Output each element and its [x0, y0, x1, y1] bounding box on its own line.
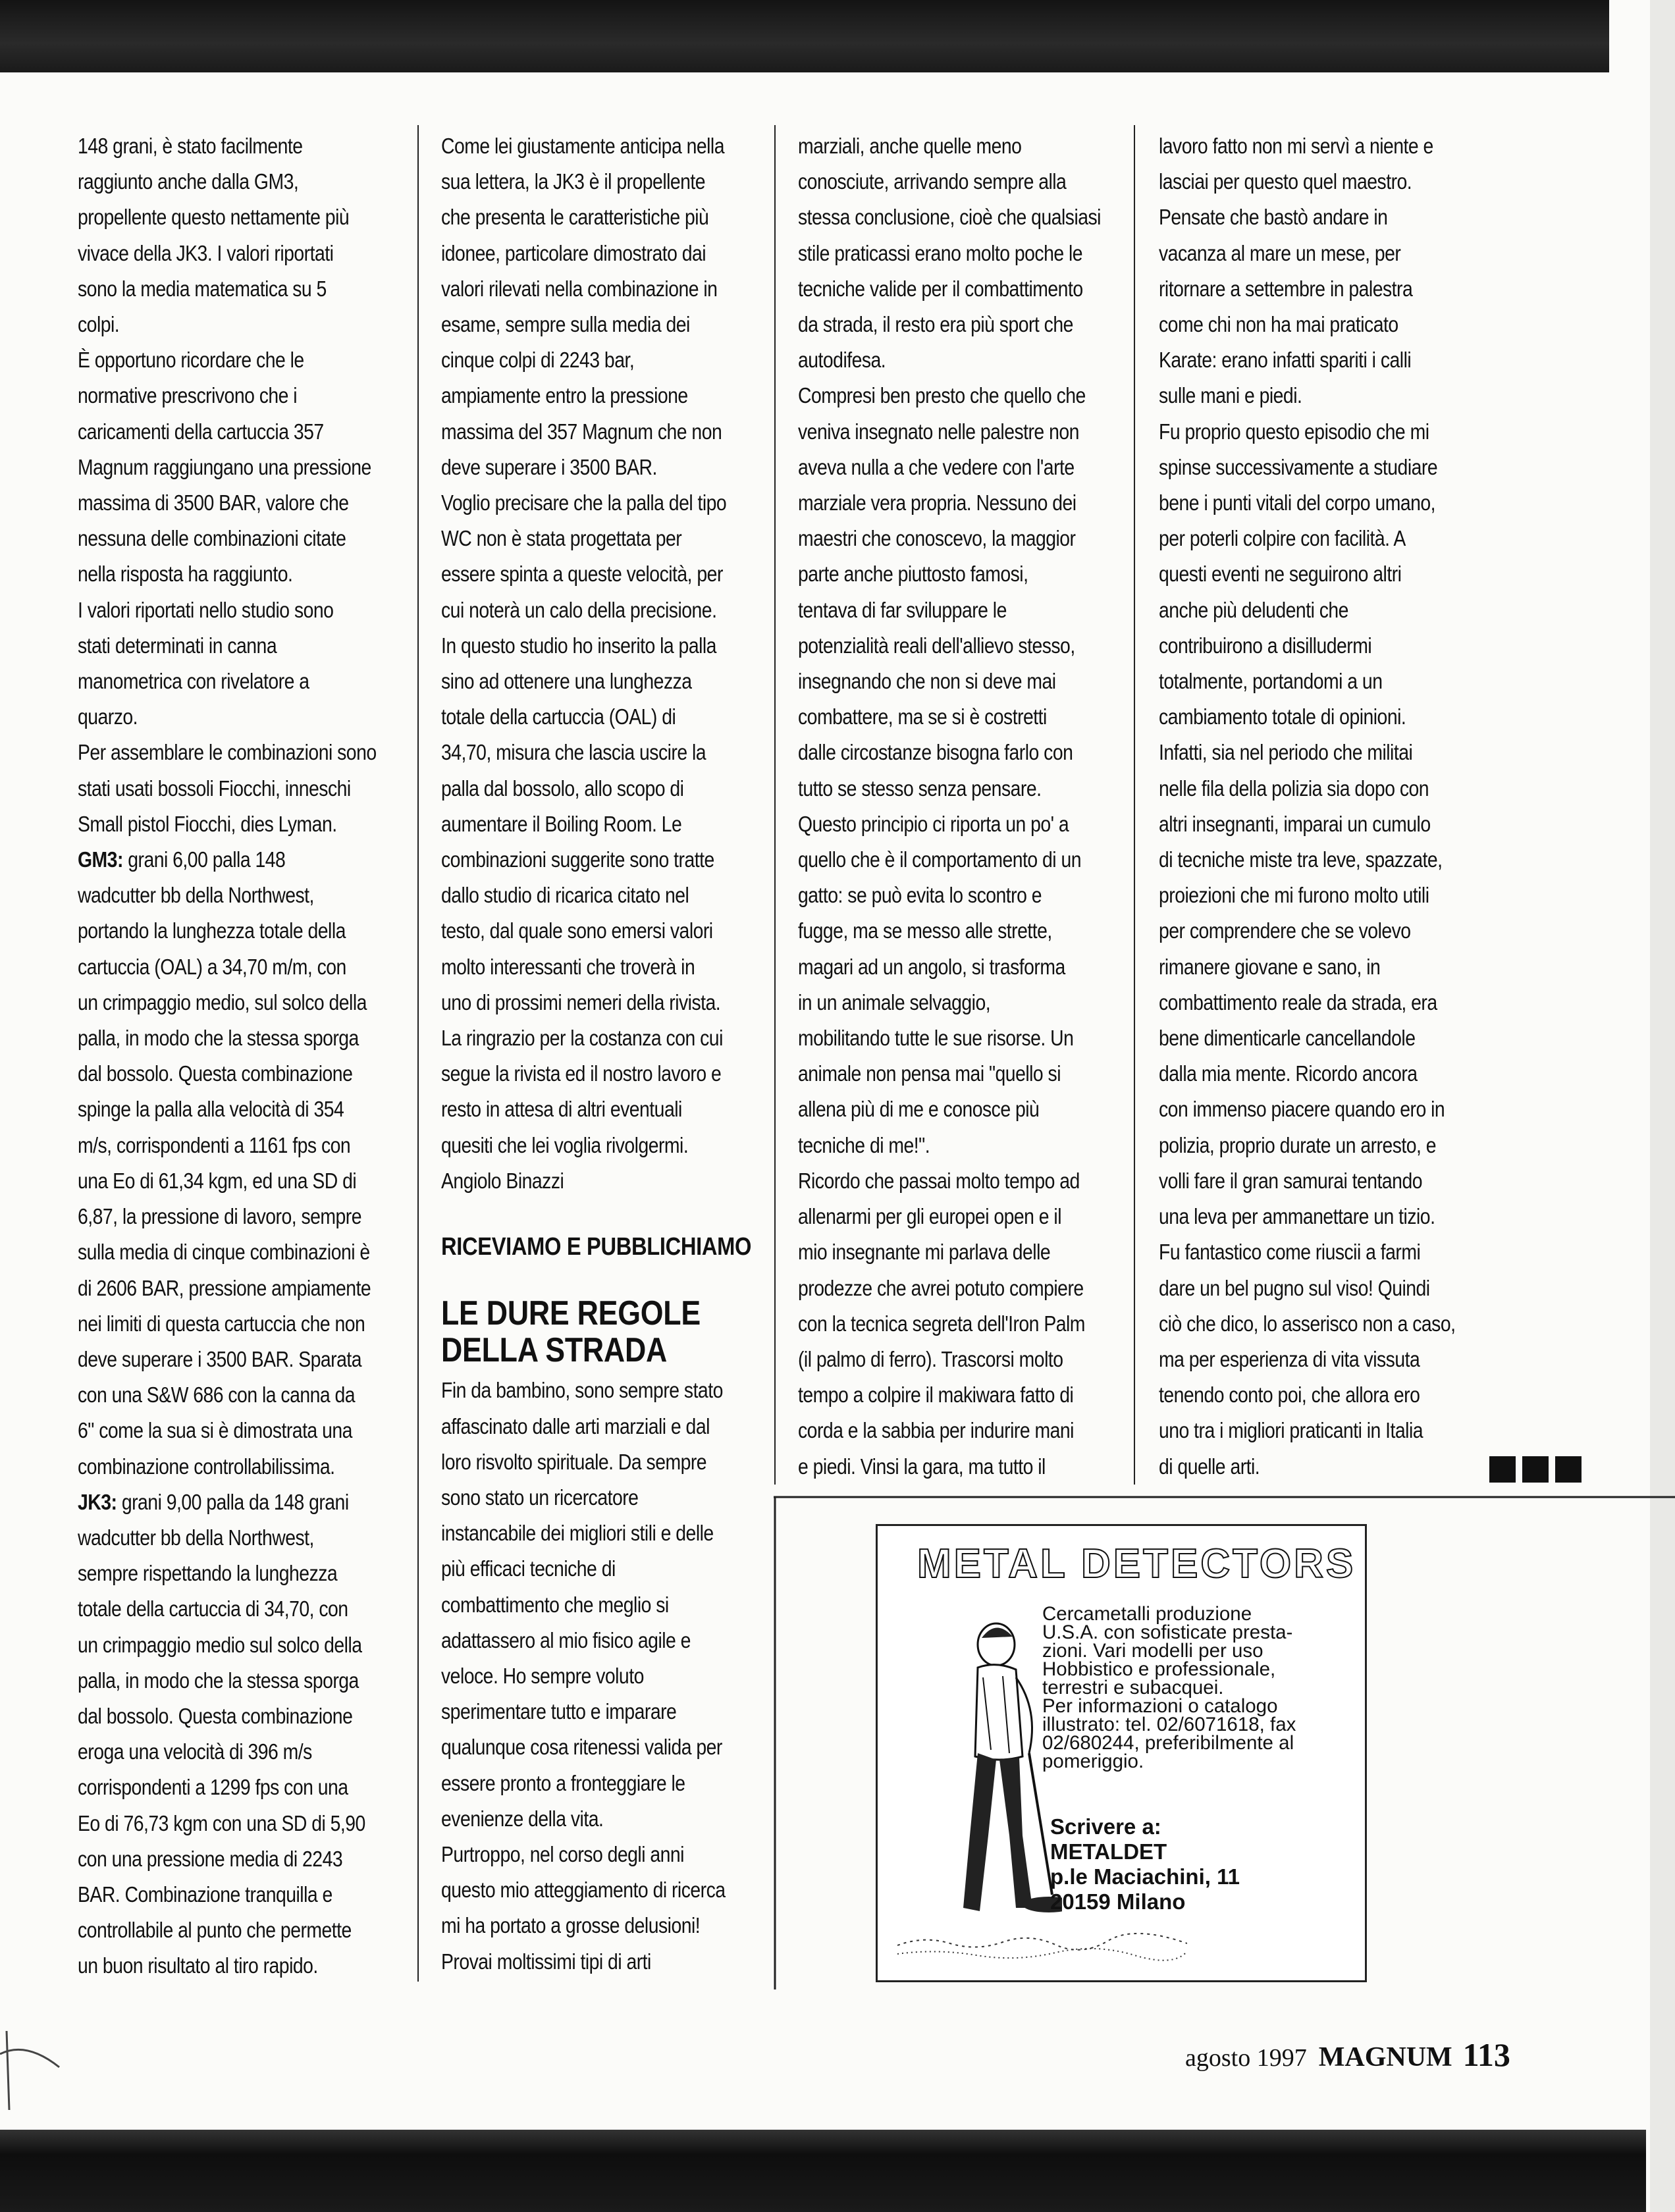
- article-end-marks: [1489, 1456, 1582, 1483]
- scan-top-bar: [0, 0, 1609, 72]
- col4-paragraph: lavoro fatto non mi servì a niente e lasciai per questo quel maestro. Pensate che bastò andare in vacanza al mare un mese, per ritornare a settembre in palestra come chi non ha mai praticato Karate: erano infatti spariti i calli sulle mani e piedi.: [1159, 134, 1433, 408]
- metal-detectors-ad: [876, 1524, 1367, 1982]
- scan-bottom-bar: [0, 2130, 1646, 2212]
- column-3: [798, 128, 1115, 1485]
- gm3-label: GM3:: [78, 847, 123, 872]
- jk3-paragraph: [78, 1485, 395, 1984]
- jk3-text: grani 9,00 palla da 148 grani wadcutter bb della Northwest, sempre rispettando la lunghezza totale della cartuccia di 34,70, con un crimpaggio medio sul solco della palla, in modo che la stessa sporga dal bossolo. Questa combinazione eroga una velocità di 396 m/s corrispondenti a 1299 fps con una Eo di 76,73 kgm con una SD di 5,90 con una pressione media di 2243 BAR. Combinazione tranquilla e controllabile al punto che permette un buon risultato al tiro rapido.: [78, 1489, 365, 1978]
- ad-ground-texture: [897, 1929, 1187, 1962]
- magazine-name: MAGNUM: [1318, 2042, 1452, 2072]
- col1-paragraph: 148 grani, è stato facilmente raggiunto anche dalla GM3, propellente questo nettamente più vivace della JK3. I valori riportati sono la media matematica su 5 colpi.: [78, 134, 350, 337]
- gm3-paragraph: [78, 842, 395, 1485]
- column-1: [78, 128, 395, 1984]
- col3-paragraph: marziali, anche quelle meno conosciute, arrivando sempre alla stessa conclusione, cioè che qualsiasi stile praticassi erano molto poche le tecniche valide per il combattimento da strada, il resto era più sport che autodifesa.: [798, 134, 1101, 373]
- col2-paragraph: In questo studio ho inserito la palla sino ad ottenere una lunghezza totale della cartuccia (OAL) di 34,70, misura che lascia uscire la palla dal bossolo, allo scopo di aumentare il Boiling Room. Le combinazioni suggerite sono tratte dallo studio di ricarica citato nel testo, dal quale sono emersi valori molto interessanti che troverà in uno di prossimi nemeri della rivista.: [441, 633, 721, 1014]
- col3-paragraph: Compresi ben presto che quello che veniva insegnato nelle palestre non aveva nulla a che vedere con l'arte marziale vera propria. Nessuno dei maestri che conoscevo, la maggior parte anche piuttosto famosi, tentava di far sviluppare le potenzialità reali dell'allievo stesso, insegnando che non si deve mai combattere, ma se si è costretti dalle circostanze bisogna farlo con tutto se stesso senza pensare.: [798, 383, 1086, 801]
- col2-paragraph: Fin da bambino, sono sempre stato affascinato dalle arti marziali e dal loro risvolto spirituale. Da sempre sono stato un ricercatore instancabile dei migliori stili e delle più efficaci tecniche di combattimento che meglio si adattassero al mio fisico agile e veloce. Ho sempre voluto sperimentare tutto e imparare qualunque cosa ritenessi valida per essere pronto a fronteggiare le evenienze della vita.: [441, 1378, 723, 1831]
- col2-paragraph: Voglio precisare che la palla del tipo WC non è stata progettata per essere spinta a queste velocità, per cui noterà un calo della precisione.: [441, 490, 727, 622]
- page-number: 113: [1462, 2036, 1510, 2073]
- end-square: [1555, 1456, 1582, 1483]
- ad-address: Scrivere a: METALDET p.le Maciachini, 11 20159 Milano: [1050, 1814, 1240, 1914]
- end-square: [1489, 1456, 1516, 1483]
- col1-paragraph: Per assemblare le combinazioni sono stati usati bossoli Fiocchi, inneschi Small pistol Fiocchi, dies Lyman.: [78, 740, 377, 836]
- author-signature: Angiolo Binazzi: [441, 1168, 564, 1193]
- article-headline: LE DURE REGOLE DELLA STRADA: [441, 1294, 701, 1370]
- column-rule: [1134, 125, 1135, 1485]
- column-4: [1159, 128, 1476, 1485]
- col1-paragraph: I valori riportati nello studio sono stati determinati in canna manometrica con rivelatore a quarzo.: [78, 597, 334, 729]
- col1-paragraph: È opportuno ricordare che le normative prescrivono che i caricamenti della cartuccia 357 Magnum raggiungano una pressione massima di 3500 BAR, valore che nessuna delle combinazioni citate nella risposta ha raggiunto.: [78, 348, 371, 587]
- issue-date: agosto 1997: [1185, 2044, 1307, 2072]
- jk3-label: JK3:: [78, 1489, 117, 1514]
- col3-paragraph: Questo principio ci riporta un po' a quello che è il comportamento di un gatto: se può evita lo scontro e fugge, ma se messo alle strette, magari ad un angolo, si trasforma in un animale selvaggio, mobilitando tutte le sue risorse. Un animale non pensa mai "quello si allena più di me e conosce più tecniche di me!".: [798, 811, 1081, 1157]
- column-rule: [774, 125, 776, 1485]
- gm3-text: grani 6,00 palla 148 wadcutter bb della Northwest, portando la lunghezza totale della cartuccia (OAL) a 34,70 m/m, con un crimpaggio medio, sul solco della palla, in modo che la stessa sporga dal bossolo. Questa combinazione spinge la palla alla velocità di 354 m/s, corrispondenti a 1161 fps con una Eo di 61,34 kgm, ed una SD di 6,87, la pressione di lavoro, sempre sulla media di cinque combinazioni è di 2606 BAR, pressione ampiamente nei limiti di questa cartuccia che non deve superare i 3500 BAR. Sparata con una S&W 686 con la canna da 6" come la sua si è dimostrata una combinazione controllabilissima.: [78, 847, 371, 1479]
- col2-paragraph: Purtroppo, nel corso degli anni questo mio atteggiamento di ricerca mi ha portato a grosse delusioni! Provai moltissimi tipi di arti: [441, 1841, 726, 1974]
- scan-corner-mark: [0, 2028, 79, 2113]
- ad-title: METAL DETECTORS: [917, 1541, 1356, 1587]
- col2-paragraph: La ringrazio per la costanza con cui segue la rivista ed il nostro lavoro e resto in attesa di altri eventuali quesiti che lei voglia rivolgermi.: [441, 1026, 723, 1157]
- section-kicker: RICEVIAMO E PUBBLICHIAMO: [441, 1233, 752, 1261]
- detector-man-illustration: [917, 1618, 1062, 1934]
- col4-paragraph: Fu proprio questo episodio che mi spinse successivamente a studiare bene i punti vitali del corpo umano, per poterli colpire con facilità. A questi eventi ne seguirono altri anche più deludenti che contribuirono a disilludermi totalmente, portandomi a un cambiamento totale di opinioni.: [1159, 419, 1438, 729]
- column-rule: [417, 125, 419, 1982]
- col4-paragraph: Infatti, sia nel periodo che militai nelle fila della polizia sia dopo con altri insegnanti, imparai un cumulo di tecniche miste tra leve, spazzate, proiezioni che mi furono molto utili per comprendere che se volevo rimanere giovane e sano, in combattimento reale da strada, era bene dimenticarle cancellandole dalla mia mente. Ricordo ancora con immenso piacere quando ero in polizia, proprio durate un arresto, e volli fare il gran samurai tentando una leva per ammanettare un tizio. Fu fantastico come riuscii a farmi dare un bel pugno sul viso! Quindi ciò che dico, lo asserisco non a caso, ma per esperienza di vita vissuta tenendo conto poi, che allora ero uno tra i migliori praticanti in Italia di quelle arti.: [1159, 740, 1456, 1479]
- col3-paragraph: Ricordo che passai molto tempo ad allenarmi per gli europei open e il mio insegnante mi parlava delle prodezze che avrei potuto compiere con la tecnica segreta dell'Iron Palm (il palmo di ferro). Trascorsi molto tempo a colpire il makiwara fatto di corda e la sabbia per indurire mani e piedi. Vinsi la gara, ma tutto il: [798, 1168, 1085, 1479]
- page-footer: [1185, 2036, 1510, 2074]
- end-square: [1522, 1456, 1549, 1483]
- column-2: [441, 128, 758, 1980]
- col2-paragraph: Come lei giustamente anticipa nella sua lettera, la JK3 è il propellente che presenta le caratteristiche più idonee, particolare dimostrato dai valori rilevati nella combinazione in esame, sempre sulla media dei cinque colpi di 2243 bar, ampiamente entro la pressione massima del 357 Magnum che non deve superare i 3500 BAR.: [441, 134, 724, 479]
- ad-body-text: Cercametalli produzione U.S.A. con sofisticate presta- zioni. Vari modelli per uso Hobbistico e professionale, terrestri e subacquei. Per informazioni o catalogo illustrato: tel. 02/6071618, fax 02/680244, preferibilmente al pomeriggio.: [1042, 1603, 1296, 1772]
